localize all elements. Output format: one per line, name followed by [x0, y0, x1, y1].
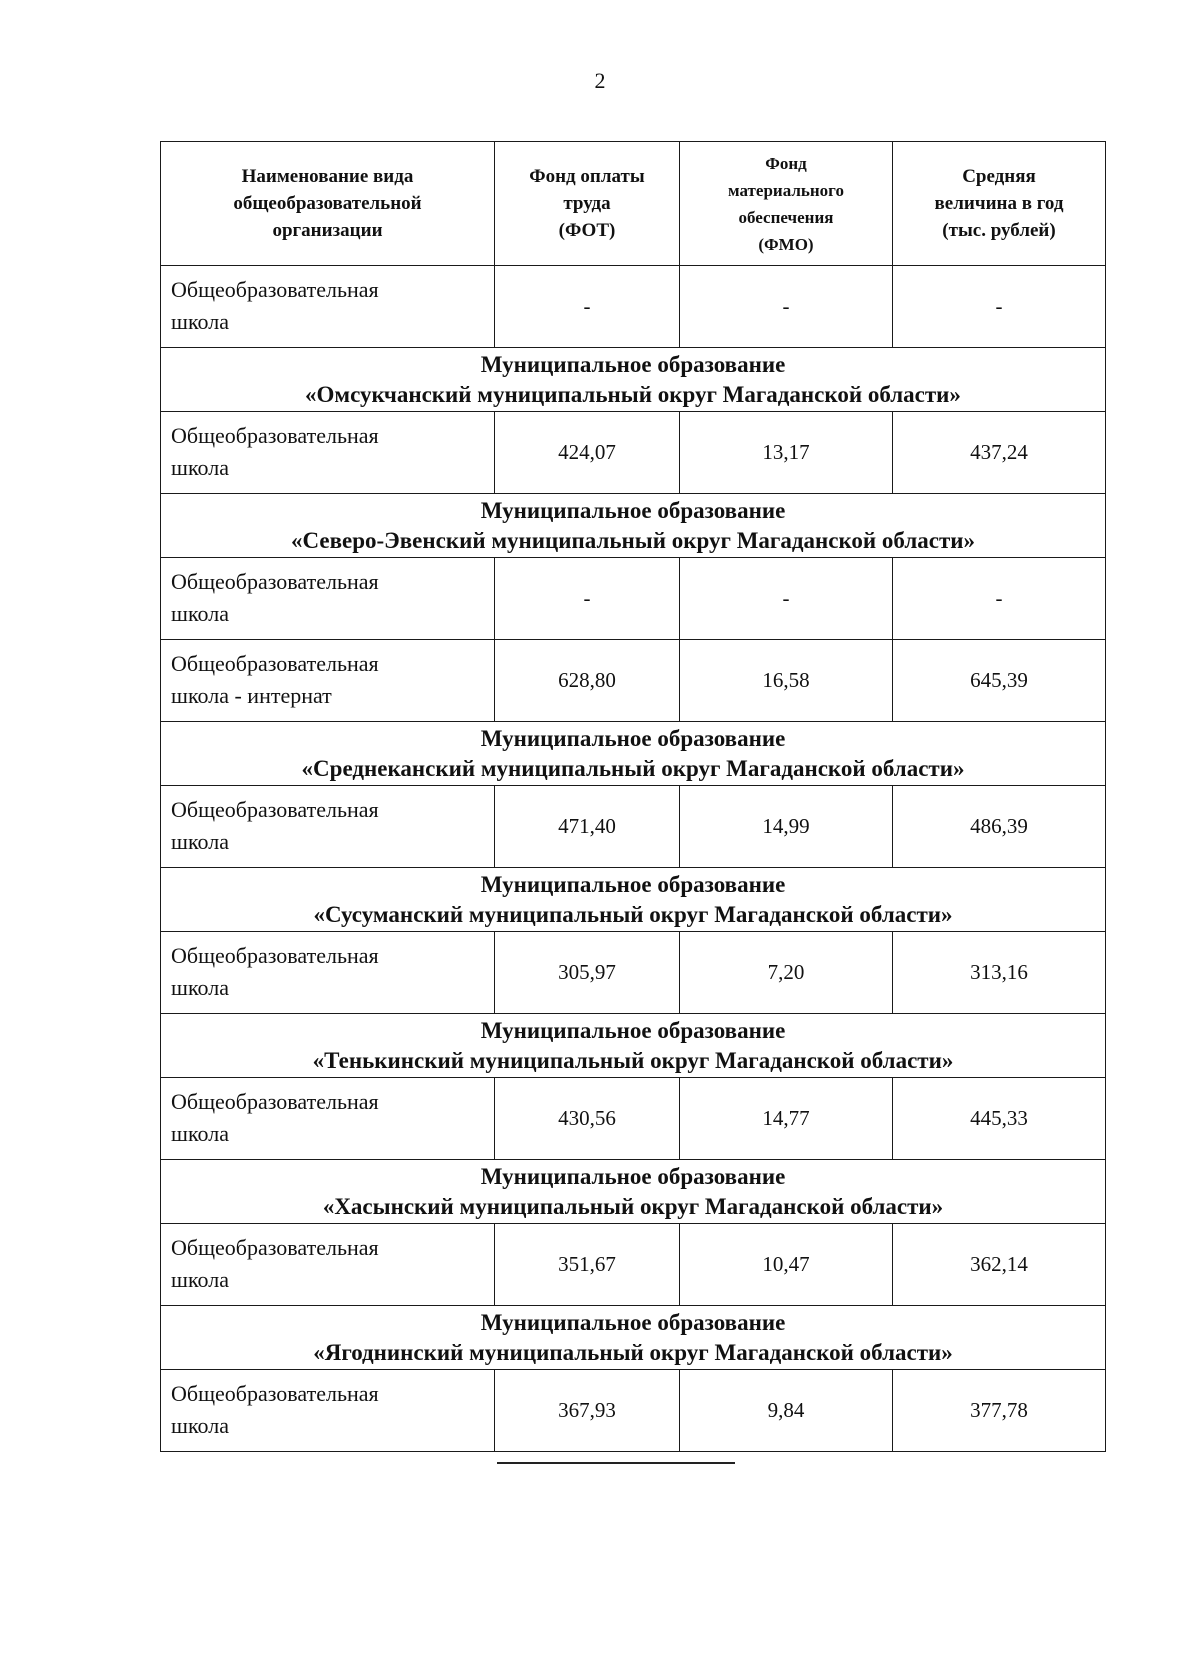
payroll-fund-cell: 351,67	[495, 1224, 680, 1306]
payroll-fund-cell: -	[495, 558, 680, 640]
organization-type-text: Общеобразовательная	[171, 797, 379, 822]
municipality-heading-text: «Хасынский муниципальный округ Магаданской области»	[322, 1193, 944, 1219]
table-row	[161, 1224, 1106, 1306]
municipality-row	[161, 722, 1106, 786]
material-fund-cell: 14,99	[680, 786, 893, 868]
annual-average-cell: 437,24	[893, 412, 1106, 494]
municipality-heading-text: «Ягоднинский муниципальный округ Магаданской области»	[313, 1339, 953, 1365]
table-row	[161, 932, 1106, 1014]
material-fund-cell: 16,58	[680, 640, 893, 722]
table-row	[161, 266, 1106, 348]
organization-type-cell	[161, 558, 495, 640]
municipality-heading-text: Муниципальное образование	[480, 1309, 786, 1335]
organization-type-text: Общеобразовательная	[171, 569, 379, 594]
header-material-fund	[680, 142, 893, 266]
header-text: материального	[728, 180, 844, 200]
end-divider	[497, 1462, 735, 1464]
header-organization-type	[161, 142, 495, 266]
annual-average-cell: -	[893, 558, 1106, 640]
material-fund-cell: 9,84	[680, 1370, 893, 1452]
municipality-heading-text: Муниципальное образование	[480, 351, 786, 377]
municipality-heading	[161, 1160, 1106, 1224]
material-fund-cell: 7,20	[680, 932, 893, 1014]
municipality-heading	[161, 494, 1106, 558]
municipality-heading-text: Муниципальное образование	[480, 725, 786, 751]
municipality-heading	[161, 1014, 1106, 1078]
payroll-fund-cell: 424,07	[495, 412, 680, 494]
organization-type-text: школа	[171, 455, 229, 480]
table-row	[161, 1370, 1106, 1452]
municipality-heading-text: «Сусуманский муниципальный округ Магаданской области»	[313, 901, 953, 927]
municipality-row	[161, 1306, 1106, 1370]
organization-type-cell	[161, 1224, 495, 1306]
header-annual-average	[893, 142, 1106, 266]
header-text: Фонд оплаты	[529, 166, 645, 187]
annual-average-cell: 377,78	[893, 1370, 1106, 1452]
table-row	[161, 558, 1106, 640]
municipality-heading	[161, 348, 1106, 412]
organization-type-cell	[161, 266, 495, 348]
table-row	[161, 786, 1106, 868]
header-payroll-fund	[495, 142, 680, 266]
header-text: Средняя	[962, 166, 1036, 187]
material-fund-cell: 10,47	[680, 1224, 893, 1306]
payroll-fund-cell: 430,56	[495, 1078, 680, 1160]
header-text: (тыс. рублей)	[942, 220, 1056, 241]
table-body	[161, 266, 1106, 1452]
organization-type-cell	[161, 786, 495, 868]
header-text: Фонд	[765, 153, 807, 173]
organization-type-cell	[161, 412, 495, 494]
payroll-fund-cell: 367,93	[495, 1370, 680, 1452]
material-fund-cell: -	[680, 558, 893, 640]
municipality-heading-text: Муниципальное образование	[480, 497, 786, 523]
municipality-heading	[161, 722, 1106, 786]
organization-type-text: Общеобразовательная	[171, 943, 379, 968]
payroll-fund-cell: -	[495, 266, 680, 348]
header-text: обеспечения	[738, 207, 834, 227]
table-row	[161, 412, 1106, 494]
municipality-row	[161, 1160, 1106, 1224]
table-row	[161, 640, 1106, 722]
organization-type-text: Общеобразовательная	[171, 651, 379, 676]
annual-average-cell: 486,39	[893, 786, 1106, 868]
organization-type-text: школа - интернат	[171, 683, 332, 708]
organization-type-cell	[161, 1370, 495, 1452]
header-text: организации	[272, 220, 383, 241]
header-text: общеобразовательной	[233, 193, 422, 214]
header-text: Наименование вида	[241, 166, 414, 187]
annual-average-cell: 313,16	[893, 932, 1106, 1014]
municipality-row	[161, 494, 1106, 558]
municipality-row	[161, 1014, 1106, 1078]
municipality-heading	[161, 868, 1106, 932]
header-text: труда	[563, 193, 611, 214]
municipality-heading-text: Муниципальное образование	[480, 1017, 786, 1043]
material-fund-cell: -	[680, 266, 893, 348]
organization-type-text: школа	[171, 975, 229, 1000]
annual-average-cell: 362,14	[893, 1224, 1106, 1306]
municipality-heading-text: Муниципальное образование	[480, 1163, 786, 1189]
municipality-heading-text: «Омсукчанский муниципальный округ Магаданской области»	[305, 381, 961, 407]
organization-type-cell	[161, 640, 495, 722]
material-fund-cell: 14,77	[680, 1078, 893, 1160]
municipality-heading-text: Муниципальное образование	[480, 871, 786, 897]
annual-average-cell: -	[893, 266, 1106, 348]
organization-type-text: школа	[171, 1121, 229, 1146]
organization-type-text: Общеобразовательная	[171, 423, 379, 448]
organization-type-text: Общеобразовательная	[171, 1381, 379, 1406]
annual-average-cell: 445,33	[893, 1078, 1106, 1160]
annual-average-cell: 645,39	[893, 640, 1106, 722]
material-fund-cell: 13,17	[680, 412, 893, 494]
organization-type-text: школа	[171, 829, 229, 854]
municipality-row	[161, 868, 1106, 932]
table-header-row	[161, 142, 1106, 266]
payroll-fund-table	[160, 141, 1106, 1452]
municipality-row	[161, 348, 1106, 412]
payroll-fund-cell: 305,97	[495, 932, 680, 1014]
organization-type-text: школа	[171, 1267, 229, 1292]
organization-type-text: Общеобразовательная	[171, 1235, 379, 1260]
header-text: (ФОТ)	[558, 220, 616, 241]
payroll-fund-cell: 471,40	[495, 786, 680, 868]
municipality-heading-text: «Среднеканский муниципальный округ Магаданской области»	[301, 755, 965, 781]
organization-type-cell	[161, 932, 495, 1014]
page-number: 2	[594, 68, 606, 93]
municipality-heading-text: «Северо-Эвенский муниципальный округ Магаданской области»	[290, 527, 975, 553]
payroll-fund-cell: 628,80	[495, 640, 680, 722]
table-row	[161, 1078, 1106, 1160]
municipality-heading-text: «Тенькинский муниципальный округ Магаданской области»	[312, 1047, 954, 1073]
organization-type-cell	[161, 1078, 495, 1160]
organization-type-text: школа	[171, 601, 229, 626]
organization-type-text: школа	[171, 1413, 229, 1438]
organization-type-text: школа	[171, 309, 229, 334]
organization-type-text: Общеобразовательная	[171, 1089, 379, 1114]
organization-type-text: Общеобразовательная	[171, 277, 379, 302]
header-text: (ФМО)	[758, 234, 814, 254]
municipality-heading	[161, 1306, 1106, 1370]
header-text: величина в год	[934, 193, 1064, 214]
